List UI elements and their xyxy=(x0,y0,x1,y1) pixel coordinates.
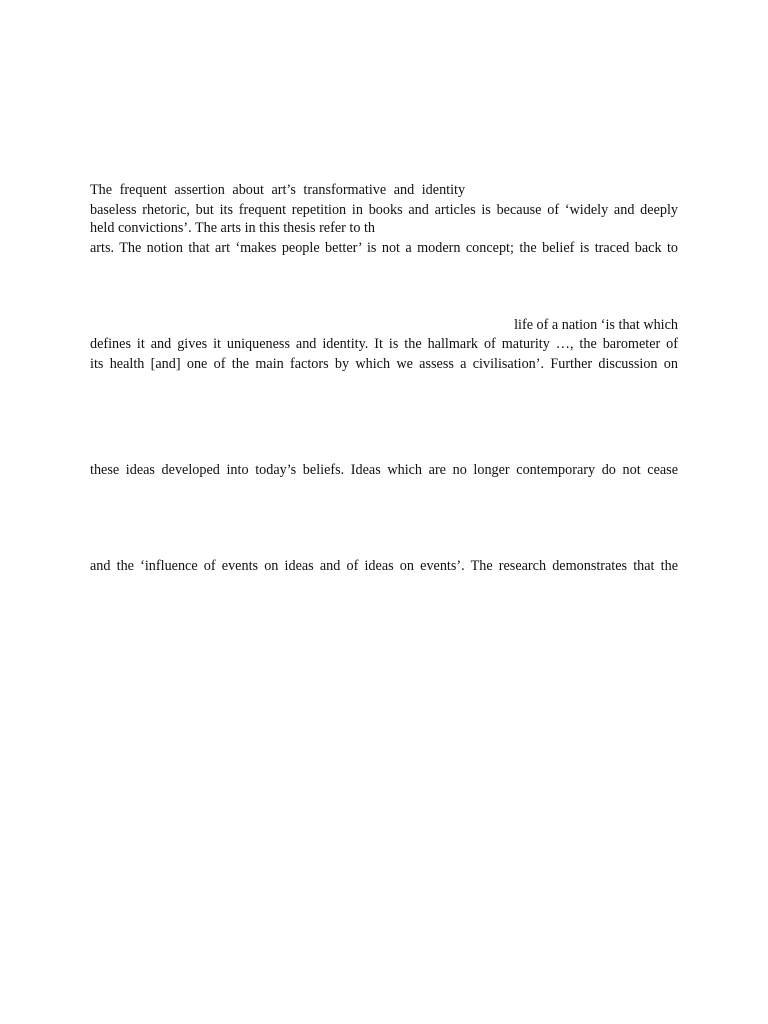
text-line-6: defines it and gives it uniqueness and identity. It is the hallmark of maturity …, the barometer of xyxy=(90,336,678,352)
text-line-1: The frequent assertion about art’s transformative and identity xyxy=(90,182,466,198)
text-line-3: held convictions’. The arts in this thesis refer to th xyxy=(90,220,376,236)
text-line-5: life of a nation ‘is that which xyxy=(514,317,678,333)
text-line-7: its health [and] one of the main factors by which we assess a civilisation’. Further discussion on xyxy=(90,356,678,372)
text-line-4: arts. The notion that art ‘makes people better’ is not a modern concept; the belief is traced back to xyxy=(90,240,678,256)
text-line-9: and the ‘influence of events on ideas and of ideas on events’. The research demonstrates that the xyxy=(90,558,678,574)
text-line-2: baseless rhetoric, but its frequent repetition in books and articles is because of ‘widely and deeply xyxy=(90,202,678,218)
text-line-8: these ideas developed into today’s beliefs. Ideas which are no longer contemporary do not cease xyxy=(90,462,678,478)
